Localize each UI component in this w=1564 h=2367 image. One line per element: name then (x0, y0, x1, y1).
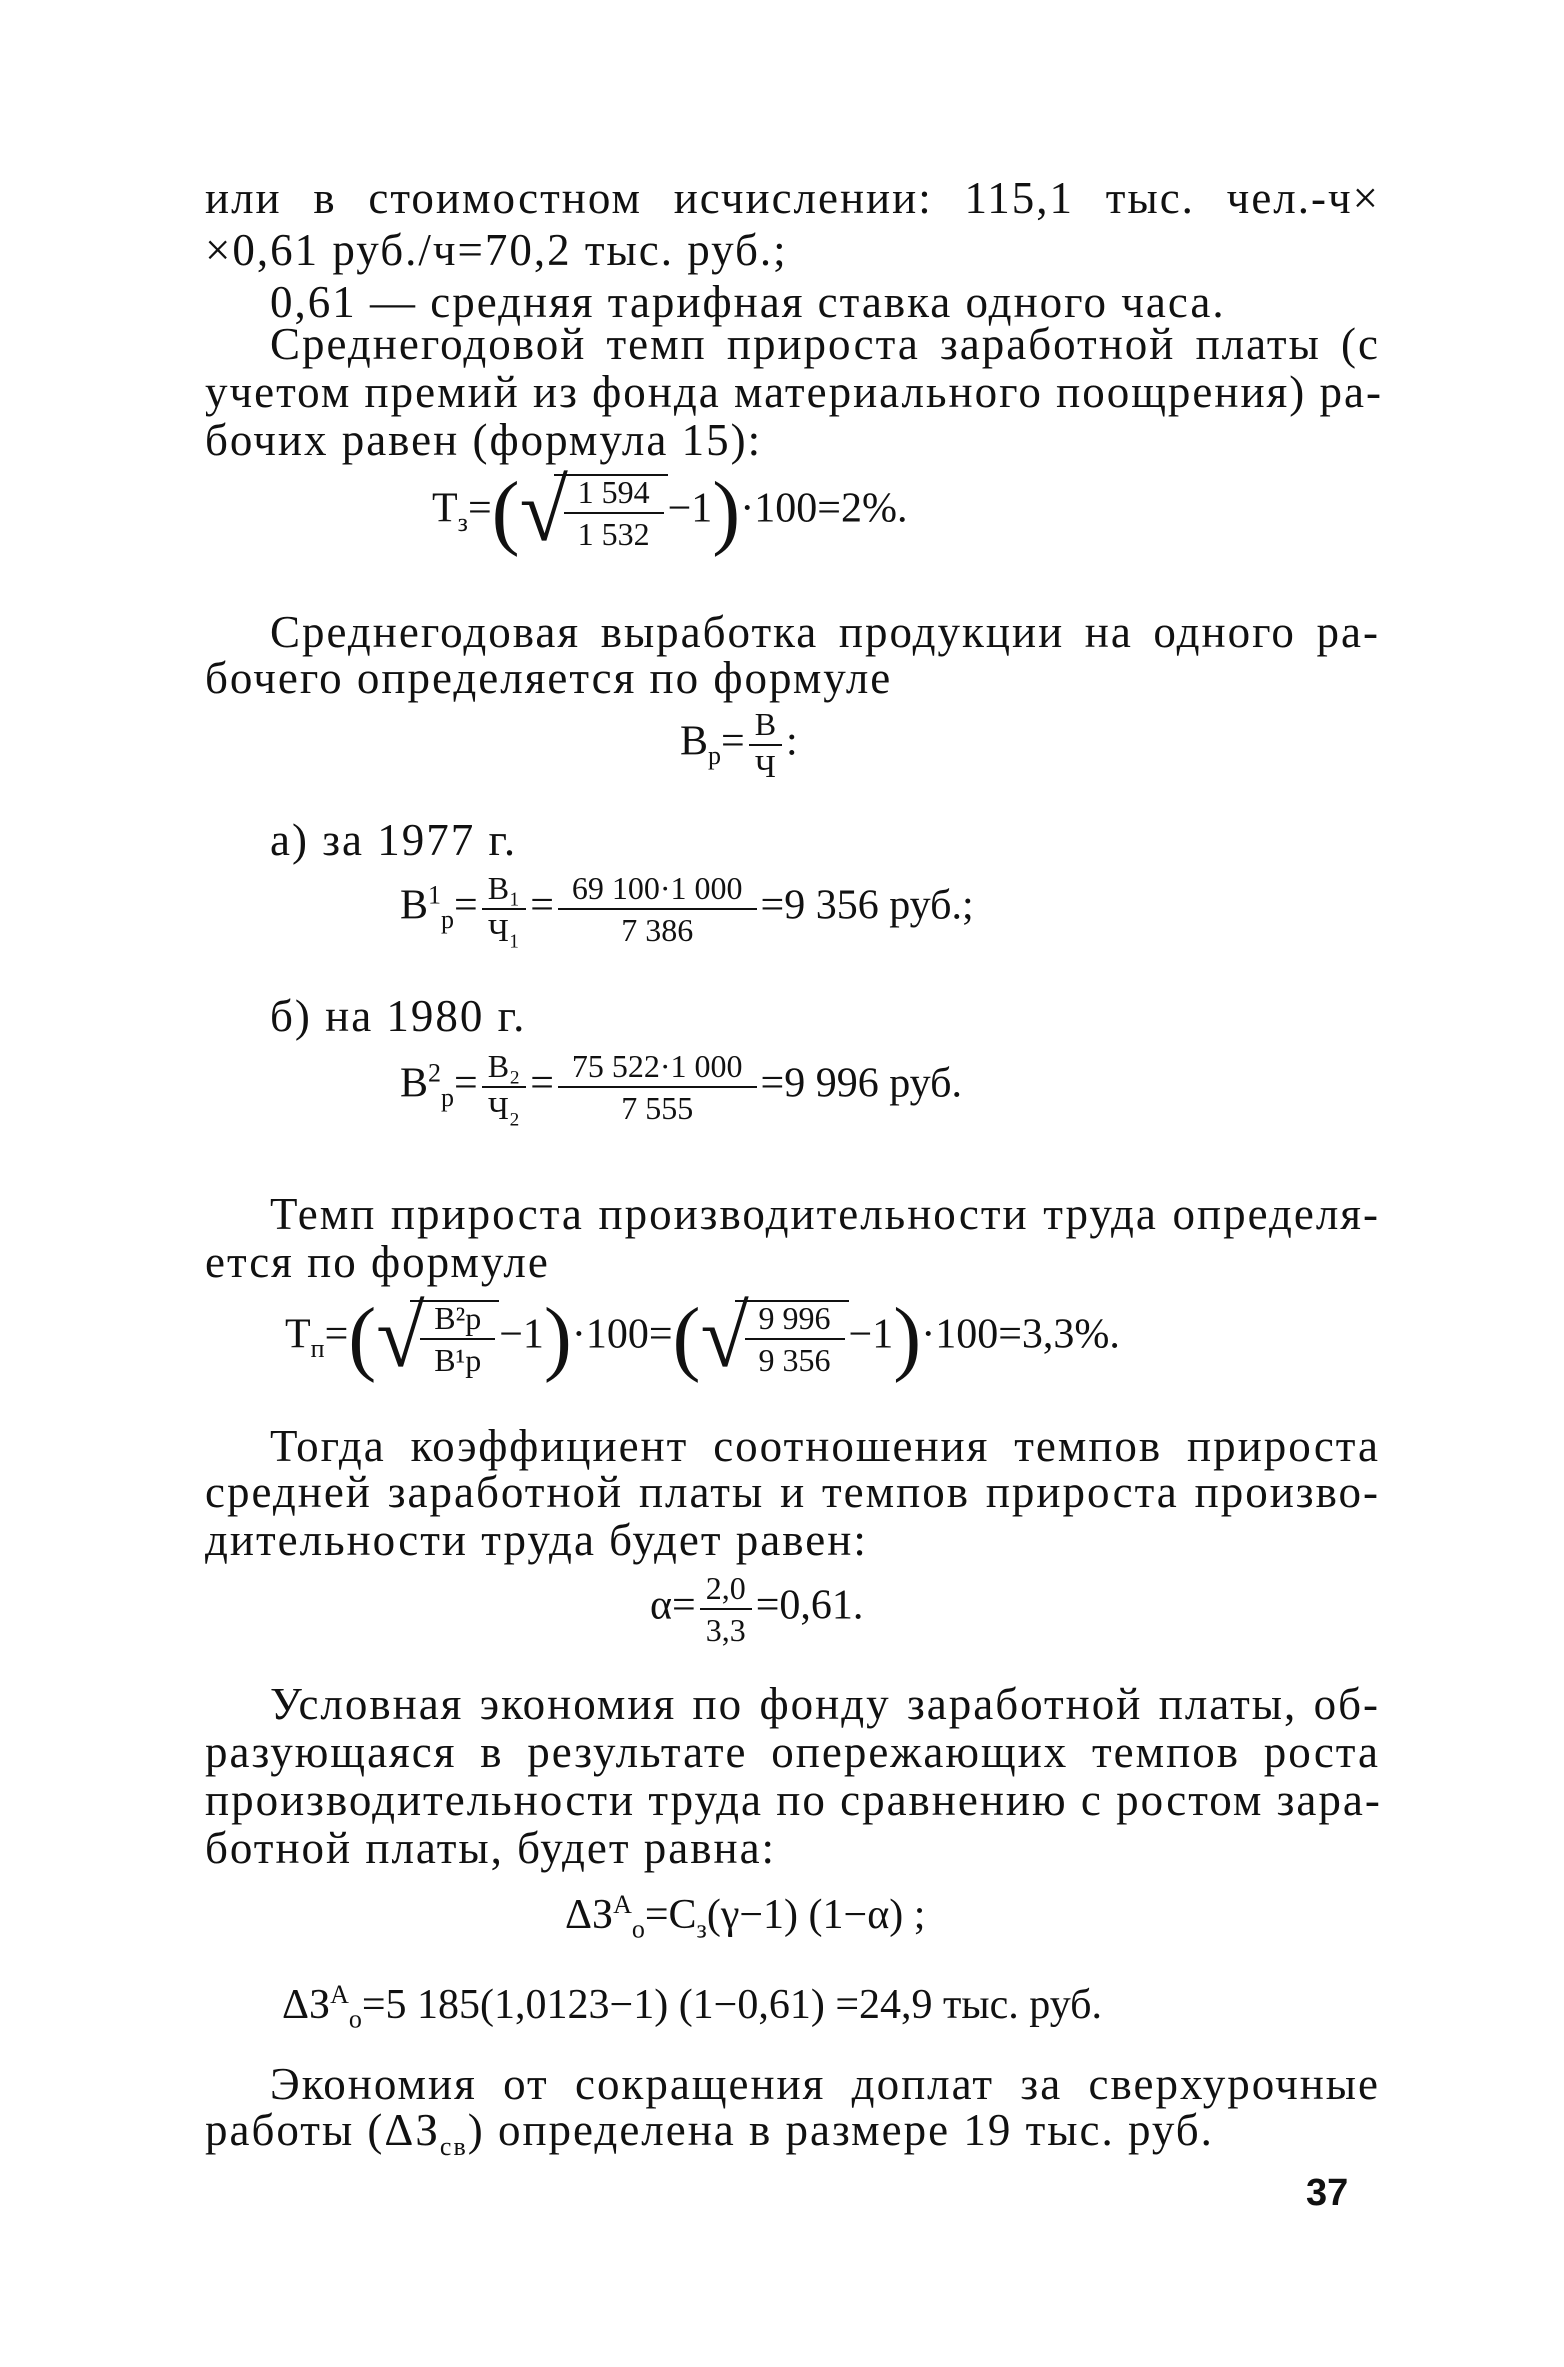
formula-symbol: ΔЗ (565, 1892, 614, 1938)
fraction (564, 476, 664, 550)
text-line: производительности труда по сравнению с ростом зара- (205, 1775, 1382, 1825)
formula-operator: ·100= (571, 1311, 673, 1358)
fraction (482, 1050, 527, 1124)
formula-subscript: з (457, 508, 468, 538)
formula-superscript: А (613, 1890, 632, 1919)
text-line: Темп прироста производительности труда определя- (270, 1189, 1380, 1239)
square-root: √ $\frac{9 996}{9 356}$ (701, 1300, 849, 1376)
square-root: √ $\frac{1 594}{1 532}$ (520, 474, 668, 550)
numerator: 2,0 (705, 1570, 746, 1606)
formula-output-per-worker (680, 708, 798, 782)
numerator: 9 996 (758, 1300, 831, 1336)
denominator: Ч₁ (482, 908, 527, 946)
formula-subscript: р (441, 905, 455, 935)
formula-operator: = (454, 1060, 478, 1107)
numerator: В₂ (487, 1048, 521, 1084)
formula-subscript: р (708, 741, 722, 771)
text-line: Среднегодовая выработка продукции на одного ра- (270, 607, 1380, 657)
formula-result: ·100=2%. (740, 485, 908, 532)
denominator: В¹р (420, 1338, 495, 1376)
formula-subscript: о (631, 1914, 645, 1944)
fraction (420, 1302, 495, 1376)
text-span: ) определена в размере 19 тыс. руб. (467, 2105, 1214, 2155)
denominator: 7 555 (558, 1086, 757, 1124)
formula-symbol: ΔЗ (282, 1982, 331, 2028)
text-span: работы (ΔЗ (205, 2105, 440, 2155)
fraction (700, 1572, 752, 1646)
text-line: Экономия от сокращения доплат за сверхурочные (270, 2059, 1380, 2109)
fraction (558, 1050, 757, 1124)
formula-operator: = (324, 1311, 349, 1358)
denominator: Ч₂ (482, 1086, 527, 1124)
text-line: Среднегодовой темп прироста заработной платы (с (270, 319, 1380, 369)
formula-result: =5 185(1,0123−1) (1−0,61) =24,9 тыс. руб. (361, 1982, 1103, 2028)
formula-result: =9 996 руб. (760, 1060, 962, 1107)
numerator: 69 100·1 000 (571, 870, 743, 906)
text-line: бочего определяется по формуле (205, 653, 893, 703)
formula-operator: −1 (499, 1311, 544, 1358)
fraction (482, 872, 527, 946)
numerator: В²р (434, 1300, 482, 1336)
formula-subscript: з (696, 1914, 707, 1944)
text-line: ботной платы, будет равна: (205, 1823, 777, 1873)
text-line: ×0,61 руб./ч=70,2 тыс. руб.; (205, 225, 788, 275)
text-line: а) за 1977 г. (270, 815, 518, 865)
formula-subscript: п (310, 1334, 325, 1364)
formula-result: =9 356 руб.; (760, 882, 974, 929)
fraction (745, 1302, 845, 1376)
formula-operator: = (530, 882, 554, 929)
formula-symbol: Т (285, 1311, 311, 1358)
formula-symbol: Т (432, 485, 458, 532)
formula-operator: =С (644, 1892, 697, 1938)
formula-symbol: α= (650, 1582, 696, 1629)
text-line: дительности труда будет равен: (205, 1515, 868, 1565)
text-line: учетом премий из фонда материального поощрения) ра- (205, 367, 1383, 417)
formula-operator: : (786, 718, 798, 765)
formula-superscript: 1 (428, 880, 442, 910)
formula-result: ·100=3,3%. (921, 1311, 1120, 1358)
text-line: Тогда коэффициент соотношения темпов прироста (270, 1421, 1380, 1471)
denominator: 7 386 (558, 908, 757, 946)
text-line: Условная экономия по фонду заработной платы, об- (270, 1679, 1380, 1729)
denominator: 1 532 (564, 512, 664, 550)
page-number: 37 (1306, 2172, 1349, 2214)
square-root: √ $\frac{\text{В²р}}{\text{В¹р}}$ (376, 1300, 499, 1376)
numerator: В (754, 706, 777, 742)
denominator: 9 356 (745, 1338, 845, 1376)
text-line: средней заработной платы и темпов прироста произво- (205, 1467, 1380, 1517)
fraction (558, 872, 757, 946)
formula-symbol: В (680, 718, 709, 765)
formula-superscript: А (330, 1980, 349, 2009)
denominator: 3,3 (700, 1608, 752, 1646)
formula-operator: = (454, 882, 478, 929)
formula-savings-value (282, 1982, 1102, 2032)
formula-output-1977 (400, 872, 974, 946)
numerator: 75 522·1 000 (571, 1048, 743, 1084)
numerator: 1 594 (577, 474, 650, 510)
formula-operator: −1 (667, 485, 713, 532)
formula-result: (γ−1) (1−α) ; (706, 1892, 926, 1938)
formula-subscript: о (348, 2004, 362, 2034)
numerator: В₁ (487, 870, 521, 906)
text-line: бочих равен (формула 15): (205, 415, 763, 465)
formula-symbol: В (400, 1060, 429, 1107)
text-line: разующаяся в результате опережающих темпов роста (205, 1727, 1380, 1777)
formula-operator: −1 (848, 1311, 894, 1358)
text-line: б) на 1980 г. (270, 991, 527, 1041)
formula-operator: = (530, 1060, 554, 1107)
text-line: ется по формуле (205, 1237, 550, 1287)
formula-result: =0,61. (755, 1582, 864, 1629)
fraction (749, 708, 782, 782)
formula-operator: = (467, 485, 492, 532)
text-line: или в стоимостном исчислении: 115,1 тыс. чел.-ч× (205, 173, 1380, 223)
formula-superscript: 2 (428, 1058, 442, 1088)
formula-output-1980 (400, 1050, 962, 1124)
formula-subscript: р (441, 1083, 455, 1113)
formula-symbol: В (400, 882, 429, 929)
denominator: Ч (749, 744, 782, 782)
text-line: 0,61 — средняя тарифная ставка одного часа. (270, 277, 1226, 327)
formula-wage-growth: $Т_з=$( √ $\frac{1 594}{1 532}$ −1)·100=2%. (432, 463, 908, 560)
formula-savings-general (565, 1892, 925, 1942)
formula-alpha (650, 1572, 863, 1646)
formula-productivity-growth: $Т_п=$( √ $\frac{\text{В²р}}{\text{В¹р}}$ −1)·100=( √ $\frac{9 996}{9 356}$ −1)·100=3,3%. (285, 1289, 1120, 1386)
formula-operator: = (721, 718, 745, 765)
text-subscript: св (439, 2132, 468, 2161)
text-line (205, 2104, 1380, 2173)
